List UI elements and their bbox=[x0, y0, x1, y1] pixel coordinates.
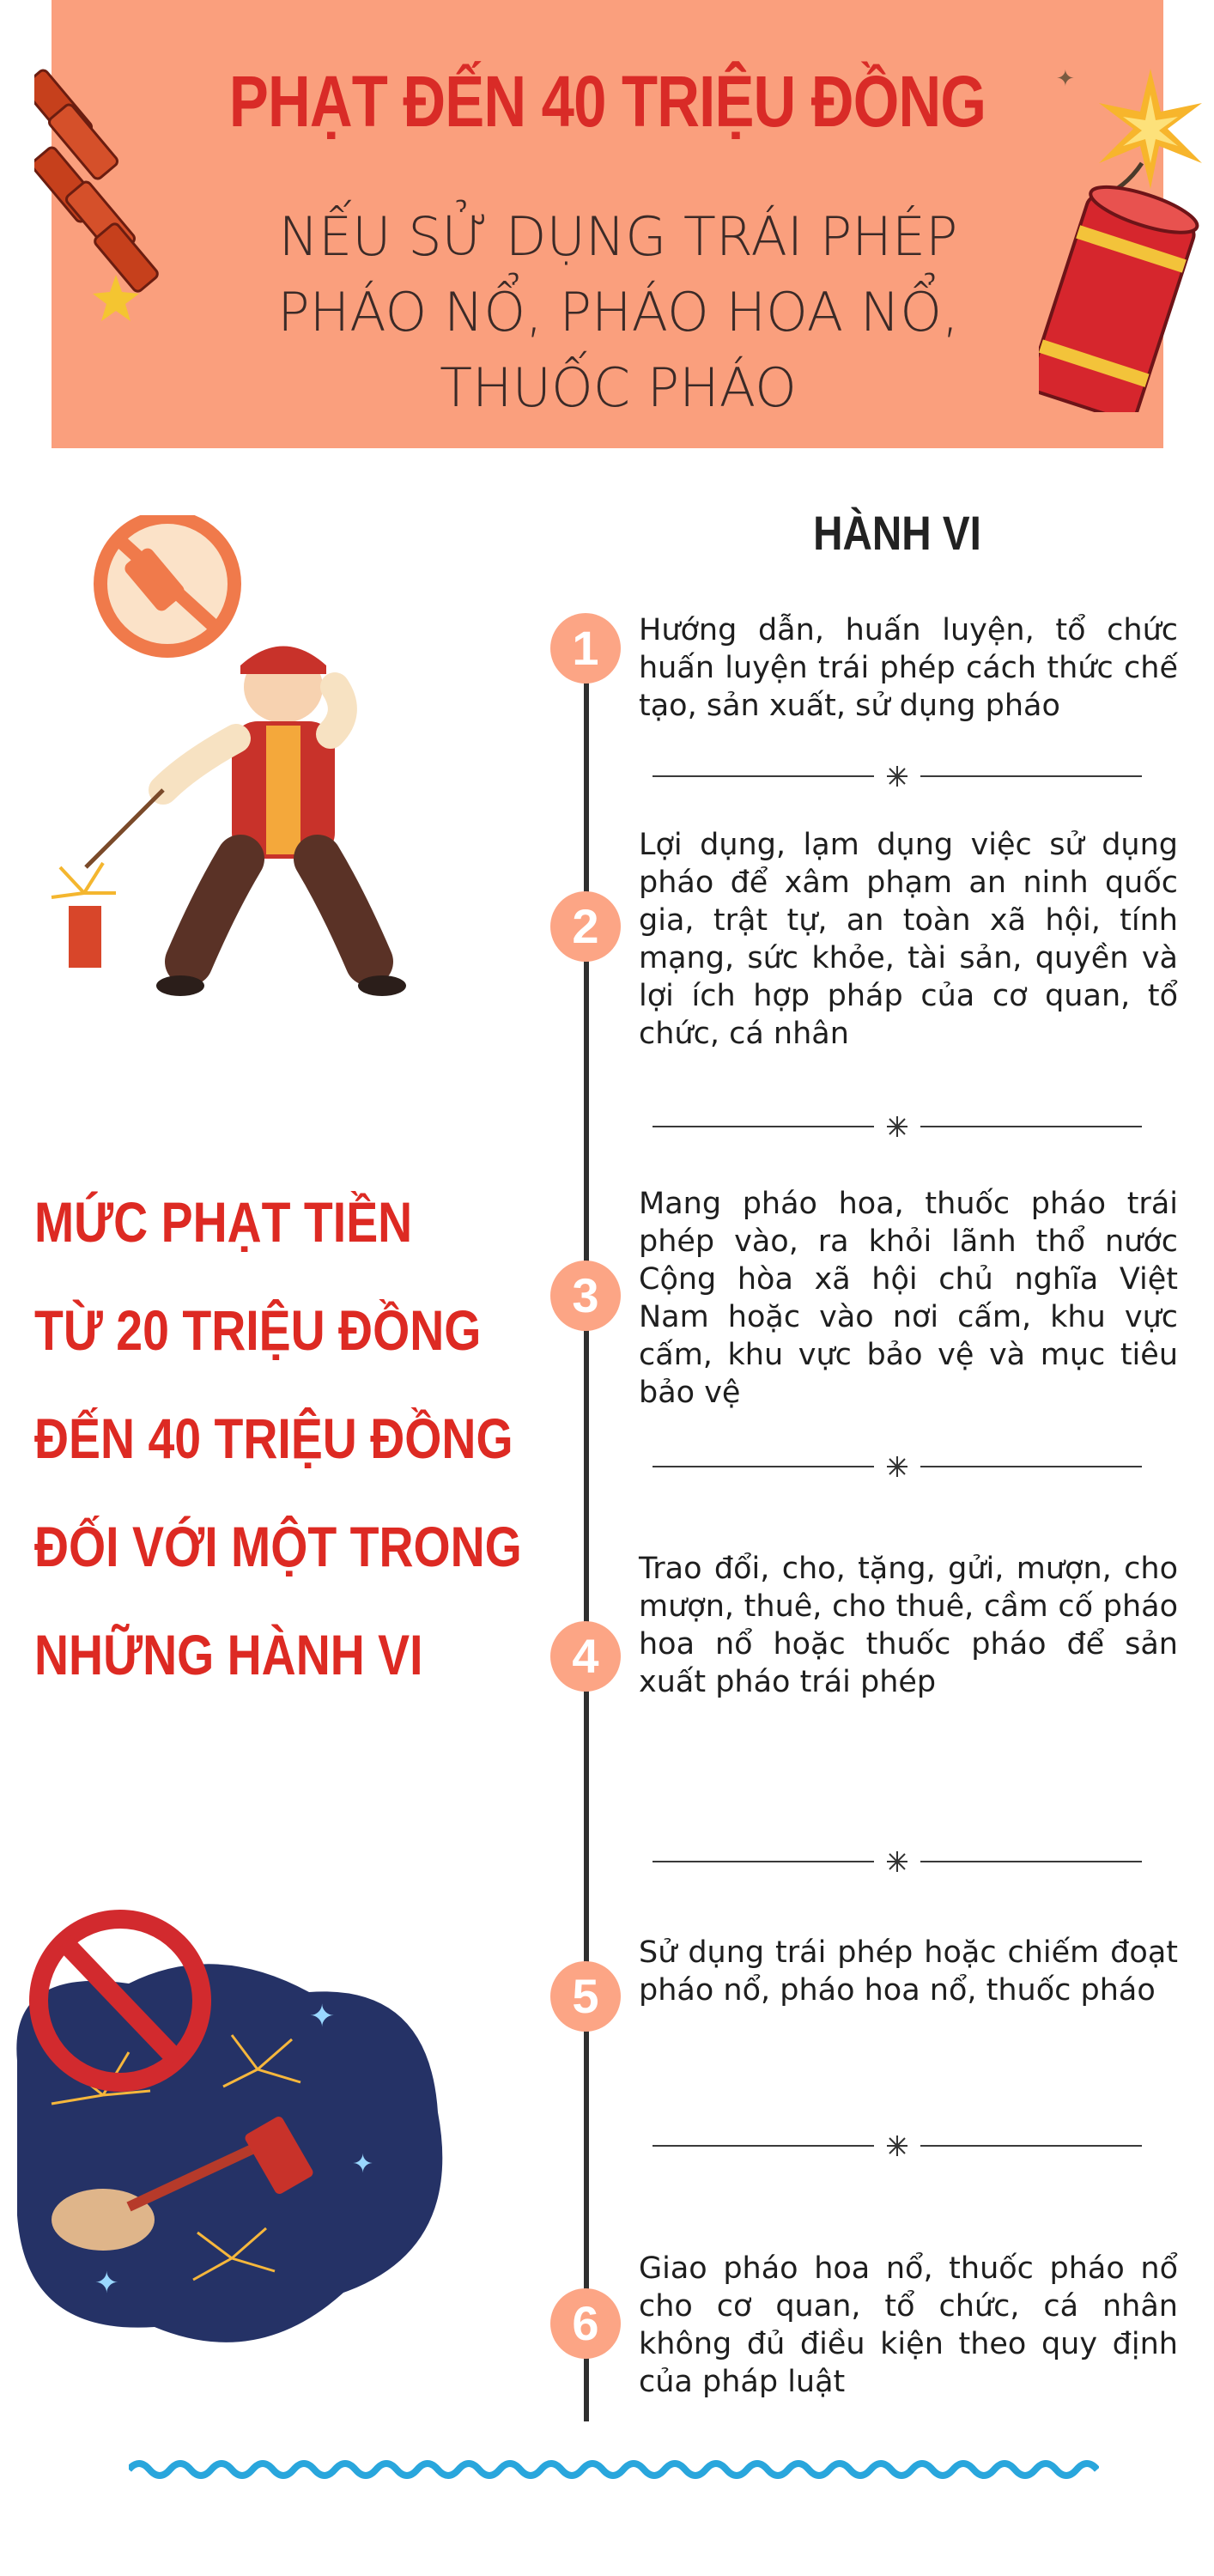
firecracker-bundle-icon bbox=[34, 52, 189, 326]
page-subtitle bbox=[189, 199, 1047, 426]
subtitle-line: THUỐC PHÁO bbox=[440, 356, 797, 419]
violation-item: Hướng dẫn, huấn luyện, tổ chức huấn luyện trái phép cách thức chế tạo, sản xuất, sử dụng pháo bbox=[639, 613, 1178, 723]
item-number-badge: 5 bbox=[550, 1961, 621, 2032]
no-fireworks-icon bbox=[100, 517, 234, 651]
section-label: HÀNH VI bbox=[813, 506, 981, 560]
divider bbox=[653, 1114, 1142, 1139]
svg-text:✦: ✦ bbox=[309, 1999, 336, 2034]
divider bbox=[653, 1849, 1142, 1874]
fine-line: ĐỐI VỚI MỘT TRONG bbox=[34, 1515, 522, 1578]
item-number-badge: 1 bbox=[550, 613, 621, 683]
snowflake-icon bbox=[884, 1114, 910, 1139]
violation-item: Trao đổi, cho, tặng, gửi, mượn, cho mượn, thuê, cho thuê, cầm cố pháo hoa nổ hoặc thuốc pháo để sản xuất pháo trái phép bbox=[639, 1552, 1178, 1699]
fine-line: NHỮNG HÀNH VI bbox=[34, 1623, 423, 1686]
fine-line: MỨC PHẠT TIỀN bbox=[34, 1190, 413, 1254]
firecracker-icon bbox=[1039, 34, 1214, 412]
snowflake-icon bbox=[884, 2133, 910, 2159]
fine-line: ĐẾN 40 TRIỆU ĐỒNG bbox=[34, 1406, 513, 1470]
fine-statement bbox=[34, 1168, 522, 1709]
violation-item: Lợi dụng, lạm dụng việc sử dụng pháo để xâm phạm an ninh quốc gia, trật tự, an toàn xã hội, tính mạng, sức khỏe, tài sản, quyền và lợi ích hợp pháp của cơ quan, tổ chức, cá nhân bbox=[639, 828, 1178, 1051]
page-title: PHẠT ĐẾN 40 TRIỆU ĐỒNG bbox=[228, 61, 986, 142]
item-number-badge: 2 bbox=[550, 891, 621, 962]
svg-text:✦: ✦ bbox=[1056, 66, 1075, 92]
item-number-badge: 4 bbox=[550, 1621, 621, 1692]
item-number-badge: 3 bbox=[550, 1261, 621, 1331]
divider bbox=[653, 2133, 1142, 2159]
violation-item: Sử dụng trái phép hoặc chiếm đoạt pháo nổ, pháo hoa nổ, thuốc pháo bbox=[639, 1935, 1178, 2008]
item-number-badge: 6 bbox=[550, 2288, 621, 2359]
snowflake-icon bbox=[884, 1454, 910, 1479]
header-banner bbox=[52, 0, 1163, 448]
no-fireworks-night-illustration bbox=[0, 1889, 455, 2370]
snowflake-icon bbox=[884, 1849, 910, 1874]
fine-line: TỪ 20 TRIỆU ĐỒNG bbox=[34, 1298, 482, 1362]
subtitle-line: PHÁO NỔ, PHÁO HOA NỔ, bbox=[277, 281, 959, 343]
subtitle-line: NẾU SỬ DỤNG TRÁI PHÉP bbox=[278, 205, 958, 268]
divider bbox=[653, 763, 1142, 789]
snowflake-icon bbox=[884, 763, 910, 789]
svg-text:✦: ✦ bbox=[94, 2266, 119, 2300]
boy-lighting-firecracker-illustration bbox=[34, 515, 412, 1013]
divider bbox=[653, 1454, 1142, 1479]
svg-text:✦: ✦ bbox=[352, 2149, 374, 2179]
violation-item: Giao pháo hoa nổ, thuốc pháo nổ cho cơ quan, tổ chức, cá nhân không đủ điều kiện theo quy định của pháp luật bbox=[639, 2251, 1178, 2399]
wave-divider bbox=[129, 2452, 1099, 2487]
violation-item: Mang pháo hoa, thuốc pháo trái phép vào, ra khỏi lãnh thổ nước Cộng hòa xã hội chủ nghĩa Việt Nam hoặc vào nơi cấm, khu vực cấm, khu vực bảo vệ và mục tiêu bảo vệ bbox=[639, 1187, 1178, 1410]
